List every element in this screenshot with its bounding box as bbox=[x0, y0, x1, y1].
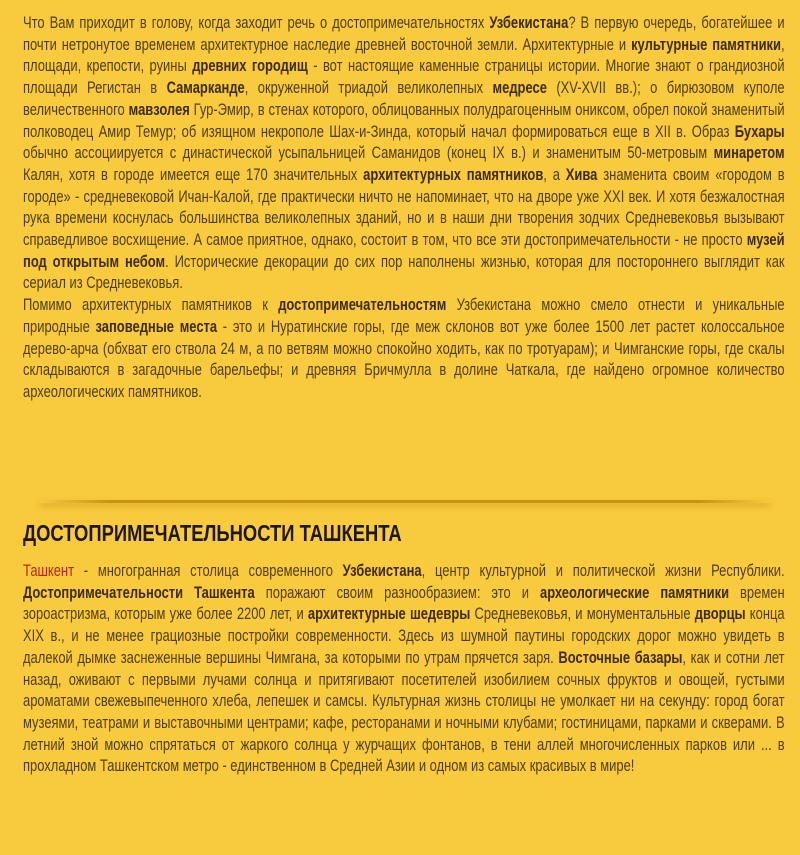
paragraph bbox=[23, 295, 785, 404]
text-run: ? В первую очередь, богатейшее и почти нетронутое временем архитектурное наследие древней восточной земли. Архитектурные и bbox=[23, 14, 785, 54]
text-run: , площади, крепости, руины bbox=[23, 35, 785, 76]
bold-text: дворцы bbox=[694, 605, 746, 624]
section-uzbekistan-text bbox=[23, 13, 785, 404]
text-run: , центр культурной и политической жизни Республики. bbox=[421, 562, 785, 580]
text-run: - вот настоящие каменные страницы истории. Многие знают о грандиозной площади Регистан в bbox=[23, 57, 785, 98]
bold-text: музей под открытым небом bbox=[23, 231, 785, 271]
text-run: Средневековья, и монументальные bbox=[470, 605, 695, 624]
bold-text: достопримечательностям bbox=[278, 296, 447, 315]
text-run: - это и Нуратинские горы, где меж склонов вот уже более 1500 лет растет колоссальное дерево-арча (обхват его ствола 24 м, а по ветвям можно спокойно ходить, как по тротуарам); и Чимганские горы, где скалы складываются в загадочные барельефы; и древняя Бричмулла в долине Чаткала, где найдено огромное количество археологических памятников. bbox=[23, 317, 785, 401]
bold-text: Восточные базары bbox=[558, 648, 683, 667]
section-divider bbox=[40, 500, 770, 503]
bold-text: культурные памятники bbox=[631, 35, 781, 54]
text-run: Что Вам приходит в голову, когда заходит речь о достопримечательностях bbox=[23, 14, 490, 32]
text-run: времен зороастризма, которым уже более 2200 лет, и bbox=[23, 583, 785, 624]
bold-text: Хива bbox=[565, 165, 598, 184]
bold-text: медресе bbox=[492, 79, 547, 98]
bold-text: Узбекистана bbox=[489, 14, 569, 32]
text-run: , как и сотни лет назад, оживают с первыми лучами солнца и притягивают посетителей изобилием сочных фруктов и овощей, густыми ароматами свежевыпеченного хлеба, лепешек и самсы. Культурная жизнь столицы не умолкает ни на секунду: город богат музеями, театрами и выставочными центрами; кафе, ресторанами и ночными клубами; гостиницами, парками и скверами. В летний зной можно спрятаться от жаркого солнца у журчащих фонтанов, в тени аллей многочисленных парков или ... в прохладном Ташкентском метро - единственном в Средней Азии и одном из самых красивых в мире! bbox=[23, 648, 785, 776]
section-tashkent-text bbox=[23, 561, 785, 778]
bold-text: мавзолея bbox=[128, 100, 190, 119]
tashkent-link[interactable]: Ташкент bbox=[23, 562, 75, 580]
bold-text: минаретом bbox=[713, 144, 785, 163]
bold-text: древних городищ bbox=[192, 57, 308, 76]
text-run: обычно ассоциируется с династической усыпальницей Саманидов (конец IX в.) и знаменитым 50-метровым bbox=[23, 144, 714, 163]
paragraph bbox=[23, 13, 785, 295]
bold-text: архитектурные шедевры bbox=[307, 605, 471, 624]
bold-text: Узбекистана bbox=[342, 562, 422, 580]
bold-text: Самарканде bbox=[166, 79, 245, 98]
text-run: Узбекистана можно смело отнести и уникальные природные bbox=[23, 296, 785, 336]
text-run: , окруженной триадой великолепных bbox=[244, 79, 493, 98]
text-run: - многогранная столица современного bbox=[74, 562, 343, 580]
text-run: Помимо архитектурных памятников к bbox=[23, 296, 279, 315]
text-run: (XV-XVII вв.); о бирюзовом куполе величественного bbox=[23, 79, 785, 119]
text-run: , а bbox=[543, 165, 566, 184]
text-run: Гур-Эмир, в стенах которого, облицованных полудрагоценным ониксом, обрел покой знаменитый полководец Амир Темур; об изящном некрополе Шах-и-Зинда, который начал формироваться еще в XII в. Образ bbox=[23, 100, 785, 141]
text-run: конца XIX в., и не менее грациозные постройки современности. Здесь из шумной паутины городских дорог можно увидеть в далекой дымке заснеженные вершины Чимгана, за которыми по утрам прячется заря. bbox=[23, 605, 785, 667]
text-run: Калян, хотя в городе имеется еще 170 значительных bbox=[23, 165, 364, 184]
bold-text: Бухары bbox=[734, 122, 785, 141]
bold-text: архитектурных памятников bbox=[363, 165, 544, 184]
section-heading-tashkent: ДОСТОПРИМЕЧАТЕЛЬНОСТИ ТАШКЕНТА bbox=[23, 520, 402, 546]
bold-text: Достопримечательности Ташкента bbox=[23, 583, 255, 602]
paragraph bbox=[23, 561, 785, 778]
text-run: поражают своим разнообразием: это и bbox=[254, 583, 540, 602]
text-run: . Исторические декорации до сих пор наполнены жизнью, которая для постороннего выглядит как сериал из Средневековья. bbox=[23, 252, 785, 293]
text-run: знаменита своим «городом в городе» - средневековой Ичан-Калой, где практически ничто не напоминает, что на дворе уже XXI век. И хотя безжалостная рука времени коснулась большинства великолепных зданий, но и в наши дни творения зодчих Средневековья вызывают справедливое восхищение. А самое приятное, однако, состоит в том, что все эти достопримечательности - не просто bbox=[23, 165, 785, 250]
bold-text: заповедные места bbox=[95, 317, 218, 336]
bold-text: археологические памятники bbox=[539, 583, 730, 602]
